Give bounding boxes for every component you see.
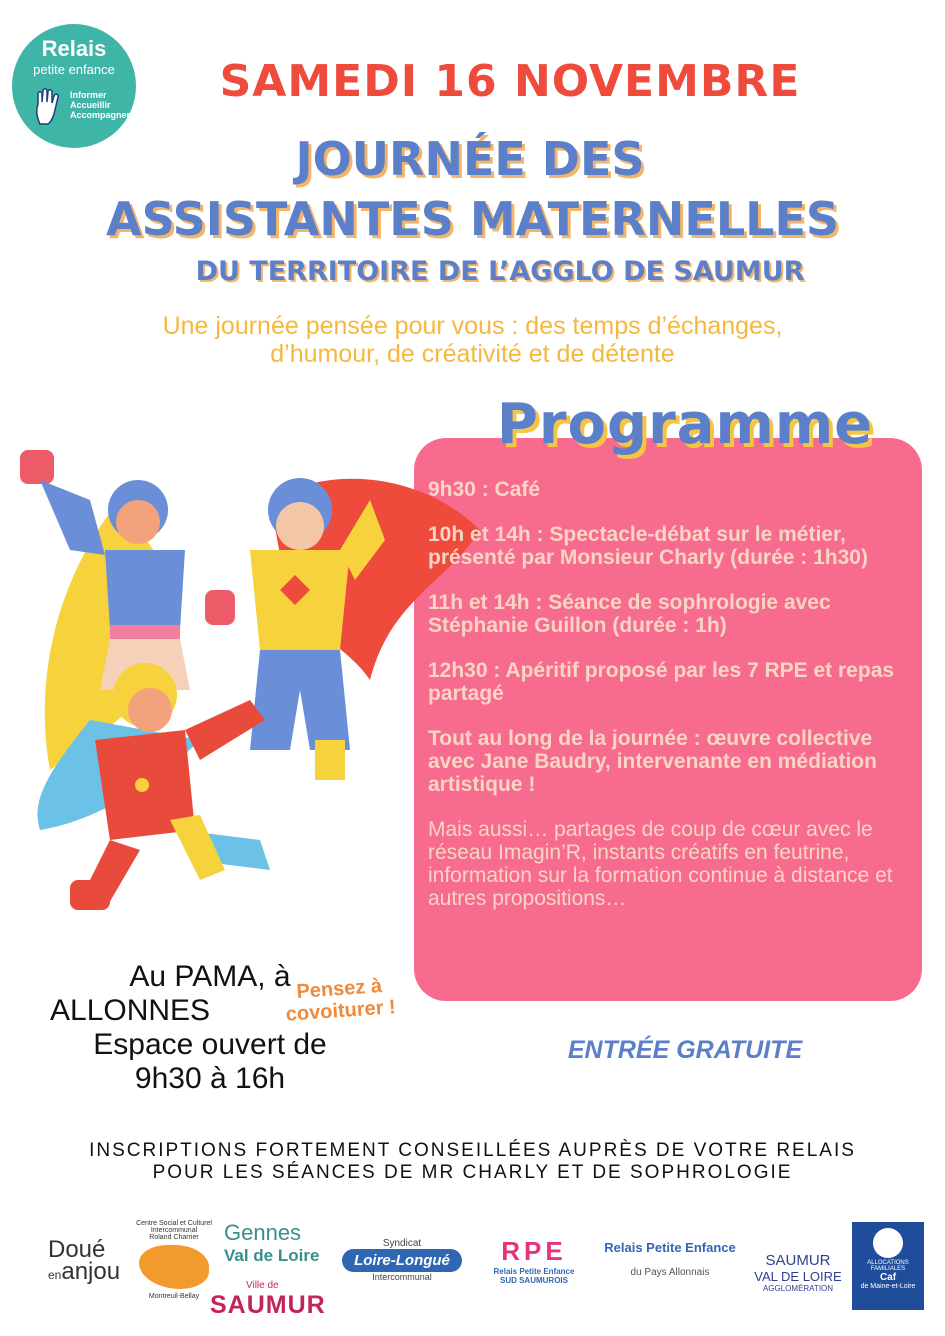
location-info: Au PAMA, à ALLONNES Espace ouvert de 9h30 à 16h — [50, 960, 327, 1095]
carpool-note: Pensez à covoiturer ! — [285, 975, 397, 1026]
program-item: 10h et 14h : Spectacle-débat sur le métier, présenté par Monsieur Charly (durée : 1h30) — [428, 523, 868, 569]
program-item: 12h30 : Apéritif proposé par les 7 RPE et repas partagé — [428, 659, 895, 705]
program-title: Programme — [496, 392, 874, 457]
program-item: Tout au long de la journée : œuvre collective avec Jane Baudry, intervenante en médiation artistique ! — [428, 727, 877, 796]
free-entry: ENTRÉE GRATUITE — [567, 1036, 803, 1064]
relais-logo-badge — [12, 24, 136, 148]
event-subtitle: Une journée pensée pour vous : des temps d’échanges, d’humour, de créativité et de détente — [162, 312, 783, 368]
program-list — [428, 478, 918, 932]
gennes-val-de-loire-logo: Gennes Val de Loire — [224, 1220, 320, 1265]
syndicat-loire-longue-logo: Syndicat Loire-Longué Intercommunal — [342, 1238, 462, 1298]
event-title-line3: DU TERRITOIRE DE L’AGGLO DE SAUMUR — [195, 256, 805, 287]
ville-de-saumur-logo: Ville de SAUMUR — [210, 1280, 326, 1319]
caf-emblem-icon — [873, 1228, 903, 1258]
hand-icon — [34, 88, 64, 126]
badge-subtitle: petite enfance — [33, 62, 115, 77]
superhero-illustration — [10, 440, 480, 930]
event-title-line2: ASSISTANTES MATERNELLES — [105, 192, 839, 246]
event-title-line1: JOURNÉE DES — [295, 132, 645, 186]
relais-pays-allonnais-logo: Relais Petite Enfance du Pays Allonnais — [604, 1240, 736, 1278]
program-item: 11h et 14h : Séance de sophrologie avec Stéphanie Guillon (durée : 1h) — [428, 591, 831, 637]
program-more: Mais aussi… partages de coup de cœur avec le réseau Imagin’R, instants créatifs en feutrine, information sur la formation continue à distance et autres propositions… — [428, 818, 893, 910]
program-item: 9h30 : Café — [428, 478, 541, 501]
saumur-val-de-loire-logo: SAUMUR VAL DE LOIRE AGGLOMÉRATION — [754, 1252, 842, 1293]
doue-en-anjou-logo: Doué enanjou — [48, 1236, 121, 1285]
registration-note: INSCRIPTIONS FORTEMENT CONSEILLÉES AUPRÈS DE VOTRE RELAIS POUR LES SÉANCES DE MR CHARLY ET DE SOPHROLOGIE — [89, 1140, 856, 1183]
event-date: SAMEDI 16 NOVEMBRE — [219, 56, 801, 107]
badge-tagline: Informer Accueillir Accompagner — [70, 90, 131, 120]
badge-title: Relais — [41, 36, 107, 61]
caf-logo: ALLOCATIONS FAMILIALES Caf de Maine-et-Loire — [852, 1222, 924, 1310]
handprint-icon — [139, 1245, 209, 1289]
rpe-sud-saumurois-logo: RPE Relais Petite Enfance SUD SAUMUROIS — [493, 1236, 575, 1285]
fist-shape — [20, 450, 54, 484]
centre-social-logo: Centre Social et Culturel Intercommunal Roland Charrier Montreuil-Bellay — [136, 1220, 212, 1300]
